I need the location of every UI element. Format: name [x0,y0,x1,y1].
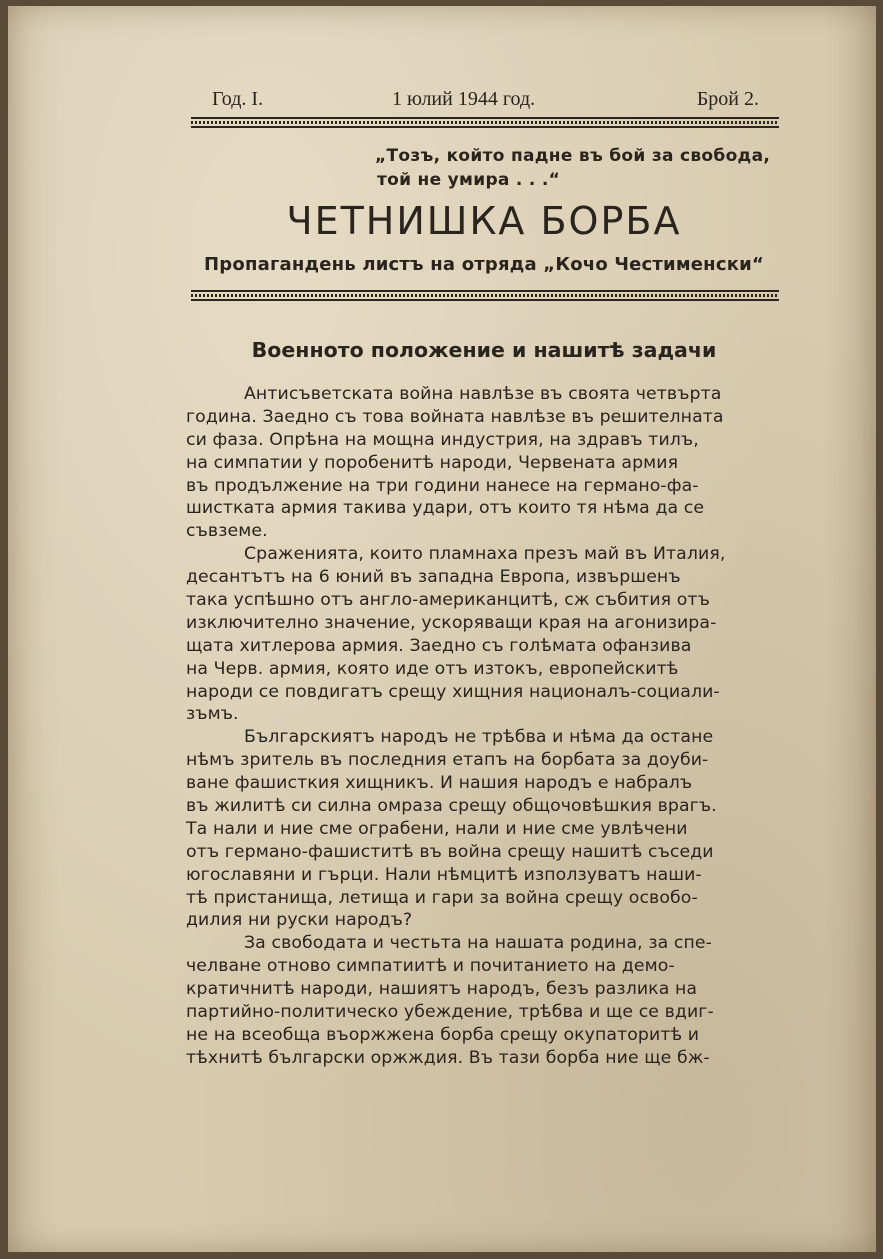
issue-year: Год. I. [212,88,264,110]
body-line: За свободата и честьта на нашата родина, за спе- [244,933,712,954]
issue-date: 1 юлий 1944 год. [392,88,536,110]
body-line: Антисъветската война навлѣзе въ своята четвърта [244,384,722,404]
issue-number: Брой 2. [696,88,759,110]
body-line: изключително значение, ускоряващи края на агонизира- [186,612,717,633]
body-line: тѣхнитѣ български оржждия. Въ тази борба ние ще бж- [186,1047,710,1068]
body-line: народи се повдигатъ срещу хищния националъ-социали- [186,681,720,702]
issue-header-row [192,88,779,116]
motto-line: той не умира . . .“ [377,170,561,190]
body-line: на симпатии у поробенитѣ народи, Червената армия [186,452,679,473]
body-line: въ жилитѣ си силна омраза срещу общочовѣшкия врагъ. [186,796,717,817]
body-line: Сраженията, които пламнаха презъ май въ Италия, [244,544,726,565]
header-divider [191,117,779,128]
body-line: така успѣшно отъ англо-американцитѣ, сж събития отъ [186,590,710,611]
body-line: отъ германо-фашиститѣ въ война срещу нашитѣ съседи [186,841,714,862]
masthead-divider [191,290,779,301]
body-line: Та нали и ние сме ограбени, нали и ние сме увлѣчени [186,818,688,839]
body-line: зъмъ. [186,704,239,725]
body-line: въ продължение на три години нанесе на германо-фа- [186,475,699,496]
motto-line: „Тозъ, който падне въ бой за свобода, [375,146,771,166]
body-line: дилия ни руски народъ? [186,910,413,931]
body-line: на Черв. армия, която иде отъ изтокъ, европейскитѣ [186,658,679,679]
article-title: Военното положение и нашитѣ задачи [251,338,717,362]
article-body [186,383,786,1070]
body-line: си фаза. Опрѣна на мощна индустрия, на здравъ тилъ, [186,429,699,450]
body-line: югославяни и гърци. Нали нѣмцитѣ използуватъ наши- [186,864,702,885]
body-line: тѣ пристанища, летища и гари за война срещу освобо- [186,887,698,908]
body-line: съвземе. [186,521,268,542]
masthead-subtitle: Пропагандень листъ на отряда „Кочо Честименски“ [204,254,764,275]
body-line: не на всеобща въоржжена борба срещу окупаторитѣ и [186,1024,700,1045]
body-line: ване фашисткия хищникъ. И нашия народъ е набралъ [186,773,693,794]
body-line: година. Заедно съ това войната навлѣзе въ решителната [186,406,724,427]
body-line: Българскиятъ народъ не трѣбва и нѣма да остане [244,727,714,748]
motto-quote [375,144,785,192]
body-line: щата хитлерова армия. Заедно съ голѣмата офанзива [186,635,692,656]
body-line: кратичнитѣ народи, нашиятъ народъ, безъ разлика на [186,979,698,1000]
body-line: партийно-политическо убеждение, трѣбва и ще се вдиг- [186,1002,714,1023]
body-line: нѣмъ зритель въ последния етапъ на борбата за доуби- [186,750,709,771]
body-line: шисткатa армия такива удари, отъ които тя нѣма да се [186,498,705,519]
body-line: челване отново симпатиитѣ и почитанието на демо- [186,956,675,977]
body-line: десантътъ на 6 юний въ западна Европа, извършенъ [186,567,681,588]
masthead-title: ЧЕТНИШКА БОРБА [286,199,682,243]
